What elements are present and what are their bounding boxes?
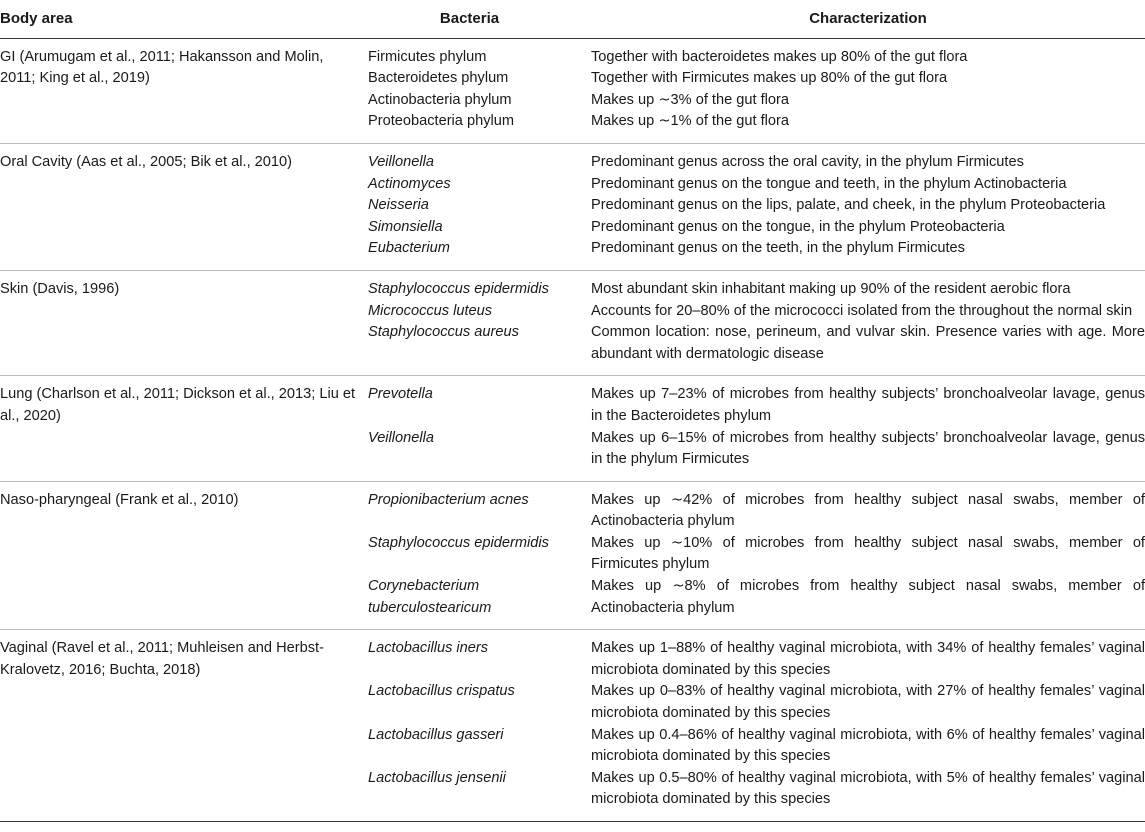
table-row — [0, 270, 1145, 375]
list-item — [368, 90, 1145, 112]
entries-list — [368, 271, 1145, 375]
characterization-text: Makes up ∼8% of microbes from healthy subject nasal swabs, member of Actinobacteria phylum — [591, 578, 1145, 616]
characterization-text: Predominant genus across the oral cavity, in the phylum Firmicutes — [591, 153, 1024, 170]
entries-cell — [368, 376, 1145, 481]
list-item — [368, 238, 1145, 260]
entries-list — [368, 39, 1145, 143]
table-row — [0, 630, 1145, 822]
entries-cell — [368, 481, 1145, 630]
characterization-text: Most abundant skin inhabitant making up 90% of the resident aerobic flora — [591, 280, 1071, 297]
list-item — [368, 490, 1145, 533]
bacteria-name: Veillonella — [368, 153, 434, 170]
list-item — [368, 195, 1145, 217]
characterization-text: Makes up 7–23% of microbes from healthy subjects’ bronchoalveolar lavage, genus in the Bacteroidetes phylum — [591, 386, 1145, 424]
characterization-text: Predominant genus on the tongue and teeth, in the phylum Actinobacteria — [591, 175, 1067, 192]
list-item — [368, 111, 1145, 133]
characterization-text: Makes up ∼42% of microbes from healthy subject nasal swabs, member of Actinobacteria phylum — [591, 491, 1145, 530]
characterization-text: Together with Firmicutes makes up 80% of the gut flora — [591, 70, 948, 87]
characterization-text: Makes up 1–88% of healthy vaginal microbiota, with 34% of healthy females’ vaginal microbiota dominated by this species — [591, 640, 1145, 678]
characterization-text: Predominant genus on the teeth, in the phylum Firmicutes — [591, 240, 965, 257]
entries-list — [368, 482, 1145, 630]
entries-list — [368, 144, 1145, 270]
list-item — [368, 533, 1145, 576]
bacteria-name: Lactobacillus gasseri — [368, 726, 504, 743]
bacteria-name: Proteobacteria phylum — [368, 113, 515, 130]
characterization-text: Common location: nose, perineum, and vulvar skin. Presence varies with age. More abundant with dermatologic disease — [591, 324, 1145, 362]
table-row — [0, 38, 1145, 143]
bacteria-name: Bacteroidetes phylum — [368, 70, 509, 87]
body-area-cell: Oral Cavity (Aas et al., 2005; Bik et al., 2010) — [0, 143, 368, 270]
list-item — [368, 68, 1145, 90]
characterization-text: Makes up 0–83% of healthy vaginal microbiota, with 27% of healthy females’ vaginal microbiota dominated by this species — [591, 683, 1145, 722]
header-body-area: Body area — [0, 0, 368, 38]
bacteria-name: Eubacterium — [368, 240, 450, 257]
body-area-cell: Skin (Davis, 1996) — [0, 270, 368, 375]
body-area-cell: Vaginal (Ravel et al., 2011; Muhleisen and Herbst-Kralovetz, 2016; Buchta, 2018) — [0, 630, 368, 822]
characterization-text: Makes up ∼1% of the gut flora — [591, 113, 789, 130]
bacteria-name: Firmicutes phylum — [368, 48, 487, 65]
entries-list — [368, 376, 1145, 480]
characterization-text: Predominant genus on the lips, palate, and cheek, in the phylum Proteobacteria — [591, 197, 1106, 214]
bacteria-name: Lactobacillus iners — [368, 640, 489, 657]
entries-cell — [368, 630, 1145, 822]
bacteria-name: Neisseria — [368, 197, 429, 214]
list-item — [368, 428, 1145, 471]
list-item — [368, 301, 1145, 323]
header-bacteria: Bacteria — [368, 0, 591, 38]
characterization-text: Makes up 0.5–80% of healthy vaginal microbiota, with 5% of healthy females’ vaginal microbiota dominated by this species — [591, 769, 1145, 808]
characterization-text: Accounts for 20–80% of the micrococci isolated from the throughout the normal skin — [591, 302, 1133, 319]
bacteria-name: Staphylococcus epidermidis — [368, 534, 549, 551]
list-item — [368, 768, 1145, 811]
characterization-text: Makes up ∼10% of microbes from healthy subject nasal swabs, member of Firmicutes phylum — [591, 534, 1145, 573]
list-item — [368, 279, 1145, 301]
body-area-cell: GI (Arumugam et al., 2011; Hakansson and Molin, 2011; King et al., 2019) — [0, 38, 368, 143]
bacteria-name: Staphylococcus aureus — [368, 324, 519, 341]
entries-cell — [368, 270, 1145, 375]
bacteria-name: Micrococcus luteus — [368, 302, 493, 319]
characterization-text: Makes up 6–15% of microbes from healthy subjects’ bronchoalveolar lavage, genus in the phylum Firmicutes — [591, 429, 1145, 468]
bacteria-name: Actinobacteria phylum — [368, 91, 512, 108]
list-item — [368, 576, 1145, 619]
list-item — [368, 217, 1145, 239]
bacteria-name: Lactobacillus crispatus — [368, 683, 515, 700]
entries-cell — [368, 143, 1145, 270]
bacteria-name: Corynebacterium tuberculostearicum — [368, 578, 492, 616]
bacteria-name: Lactobacillus jensenii — [368, 769, 506, 786]
header-row — [0, 0, 1145, 38]
characterization-text: Makes up ∼3% of the gut flora — [591, 91, 789, 108]
list-item — [368, 47, 1145, 69]
header-characterization: Characterization — [591, 0, 1145, 38]
list-item — [368, 322, 1145, 365]
characterization-text: Makes up 0.4–86% of healthy vaginal microbiota, with 6% of healthy females’ vaginal microbiota dominated by this species — [591, 726, 1145, 765]
characterization-text: Together with bacteroidetes makes up 80% of the gut flora — [591, 48, 968, 65]
body-area-cell: Lung (Charlson et al., 2011; Dickson et al., 2013; Liu et al., 2020) — [0, 376, 368, 481]
table-row — [0, 143, 1145, 270]
body-area-cell: Naso-pharyngeal (Frank et al., 2010) — [0, 481, 368, 630]
list-item — [368, 384, 1145, 427]
list-item — [368, 638, 1145, 681]
list-item — [368, 152, 1145, 174]
entries-list — [368, 630, 1145, 821]
bacteria-name: Actinomyces — [368, 175, 451, 192]
entries-cell — [368, 38, 1145, 143]
table-row — [0, 481, 1145, 630]
bacteria-name: Prevotella — [368, 386, 433, 403]
bacteria-name: Veillonella — [368, 429, 434, 446]
bacteria-name: Propionibacterium acnes — [368, 491, 529, 508]
list-item — [368, 681, 1145, 724]
characterization-text: Predominant genus on the tongue, in the phylum Proteobacteria — [591, 218, 1005, 235]
list-item — [368, 174, 1145, 196]
table-body — [0, 38, 1145, 821]
list-item — [368, 725, 1145, 768]
table-row — [0, 376, 1145, 481]
bacteria-name: Staphylococcus epidermidis — [368, 280, 549, 297]
bacteria-name: Simonsiella — [368, 218, 443, 235]
